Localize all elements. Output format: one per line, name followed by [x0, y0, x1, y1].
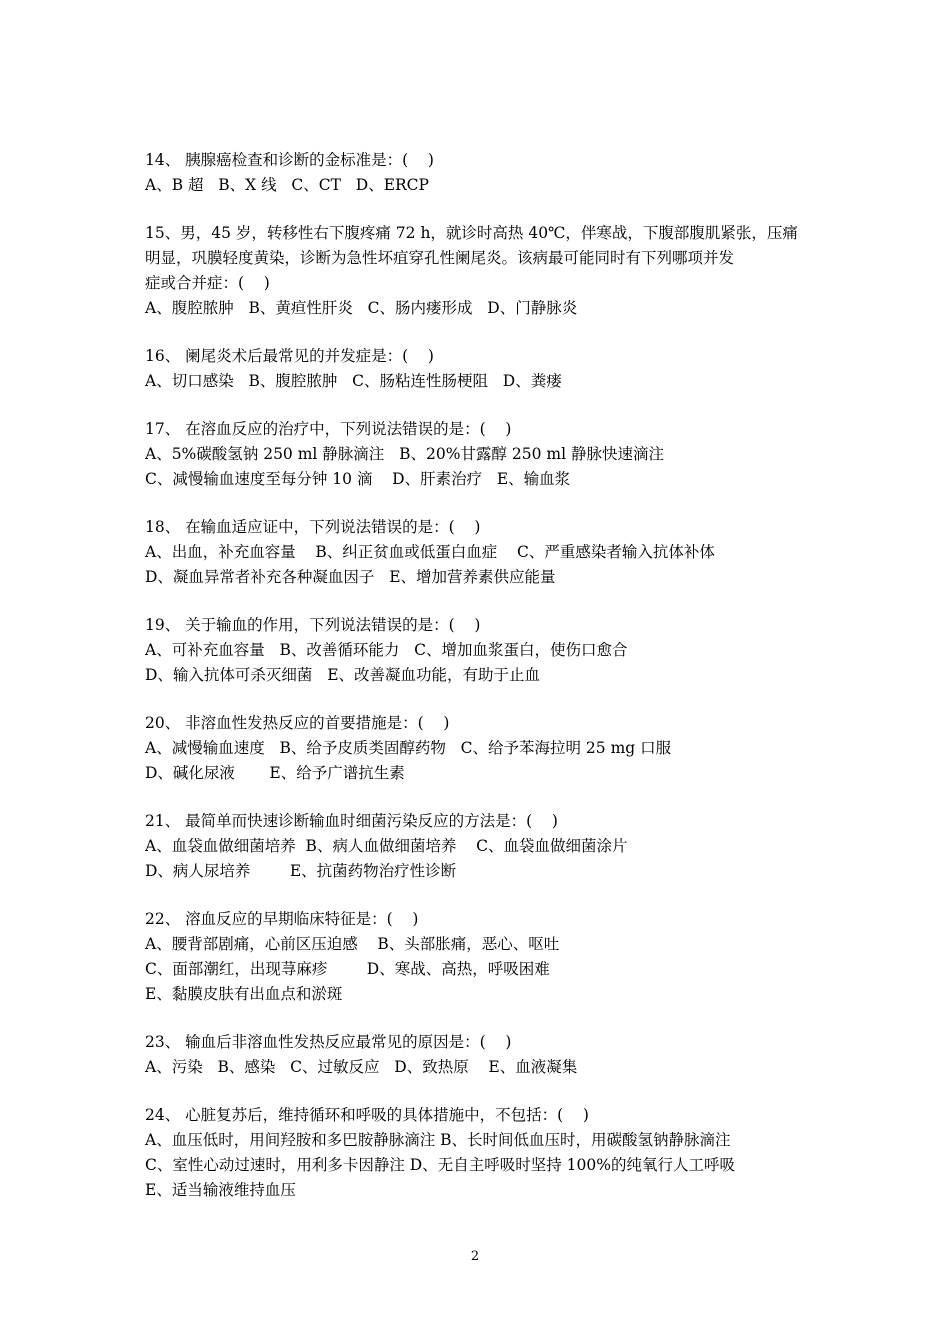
question-17 — [145, 417, 815, 492]
question-options: A、腰背部剧痛，心前区压迫感 B、头部胀痛，恶心、呕吐 — [145, 935, 560, 953]
question-stem: 21、 最简单而快速诊断输血时细菌污染反应的方法是：( ) — [145, 812, 558, 830]
question-options: E、黏膜皮肤有出血点和淤斑 — [145, 985, 343, 1003]
question-14 — [145, 148, 815, 198]
question-options: A、可补充血容量 B、改善循环能力 C、增加血浆蛋白，使伤口愈合 — [145, 641, 628, 659]
page-number: 2 — [470, 1249, 480, 1264]
question-19 — [145, 613, 815, 688]
question-options: D、输入抗体可杀灭细菌 E、改善凝血功能，有助于止血 — [145, 666, 541, 684]
question-options: A、血袋血做细菌培养 B、病人血做细菌培养 C、血袋血做细菌涂片 — [145, 837, 628, 855]
question-options: D、凝血异常者补充各种凝血因子 E、增加营养素供应能量 — [145, 568, 556, 586]
question-options: A、血压低时，用间羟胺和多巴胺静脉滴注 B、长时间低血压时，用碳酸氢钠静脉滴注 — [145, 1131, 731, 1149]
question-stem: 14、 胰腺癌检查和诊断的金标准是：( ) — [145, 151, 434, 169]
question-22 — [145, 907, 815, 1007]
question-options: E、适当输液维持血压 — [145, 1181, 296, 1199]
question-stem-line: 明显，巩膜轻度黄染，诊断为急性坏疽穿孔性阑尾炎。该病最可能同时有下列哪项并发 — [145, 249, 735, 267]
question-stem: 20、 非溶血性发热反应的首要措施是：( ) — [145, 714, 450, 732]
question-options: A、出血，补充血容量 B、纠正贫血或低蛋白血症 C、严重感染者输入抗体补体 — [145, 543, 715, 561]
question-options: C、面部潮红，出现荨麻疹 D、寒战、高热，呼吸困难 — [145, 960, 550, 978]
question-list — [145, 148, 815, 1226]
question-options: D、病人尿培养 E、抗菌药物治疗性诊断 — [145, 862, 457, 880]
question-stem: 18、 在输血适应证中，下列说法错误的是：( ) — [145, 518, 481, 536]
question-options: A、污染 B、感染 C、过敏反应 D、致热原 E、血液凝集 — [145, 1058, 578, 1076]
question-options: D、碱化尿液 E、给予广谱抗生素 — [145, 764, 405, 782]
question-options: A、B 超 B、X 线 C、CT D、ERCP — [145, 176, 429, 194]
question-20 — [145, 711, 815, 786]
question-stem: 23、 输血后非溶血性发热反应最常见的原因是：( ) — [145, 1033, 512, 1051]
question-stem: 22、 溶血反应的早期临床特征是：( ) — [145, 910, 419, 928]
question-options: A、减慢输血速度 B、给予皮质类固醇药物 C、给予苯海拉明 25 mg 口服 — [145, 739, 672, 757]
question-options: C、减慢输血速度至每分钟 10 滴 D、肝素治疗 E、输血浆 — [145, 470, 571, 488]
question-18 — [145, 515, 815, 590]
question-15 — [145, 221, 815, 321]
question-options: A、5%碳酸氢钠 250 ml 静脉滴注 B、20%甘露醇 250 ml 静脉快速滴注 — [145, 445, 664, 463]
question-stem: 24、 心脏复苏后，维持循环和呼吸的具体措施中，不包括：( ) — [145, 1106, 589, 1124]
question-23 — [145, 1030, 815, 1080]
question-stem: 16、 阑尾炎术后最常见的并发症是：( ) — [145, 347, 434, 365]
question-stem-line: 15、男，45 岁，转移性右下腹疼痛 72 h，就诊时高热 40℃，伴寒战，下腹部腹肌紧张，压痛 — [145, 224, 798, 242]
question-options: C、室性心动过速时，用利多卡因静注 D、无自主呼吸时坚持 100%的纯氧行人工呼吸 — [145, 1156, 735, 1174]
question-options: A、腹腔脓肿 B、黄疸性肝炎 C、肠内瘘形成 D、门静脉炎 — [145, 299, 578, 317]
question-options: A、切口感染 B、腹腔脓肿 C、肠粘连性肠梗阻 D、粪瘘 — [145, 372, 562, 390]
question-stem: 19、 关于输血的作用，下列说法错误的是：( ) — [145, 616, 481, 634]
question-16 — [145, 344, 815, 394]
question-21 — [145, 809, 815, 884]
question-stem: 17、 在溶血反应的治疗中，下列说法错误的是：( ) — [145, 420, 512, 438]
question-stem-line: 症或合并症：( ) — [145, 274, 270, 292]
question-24 — [145, 1103, 815, 1203]
